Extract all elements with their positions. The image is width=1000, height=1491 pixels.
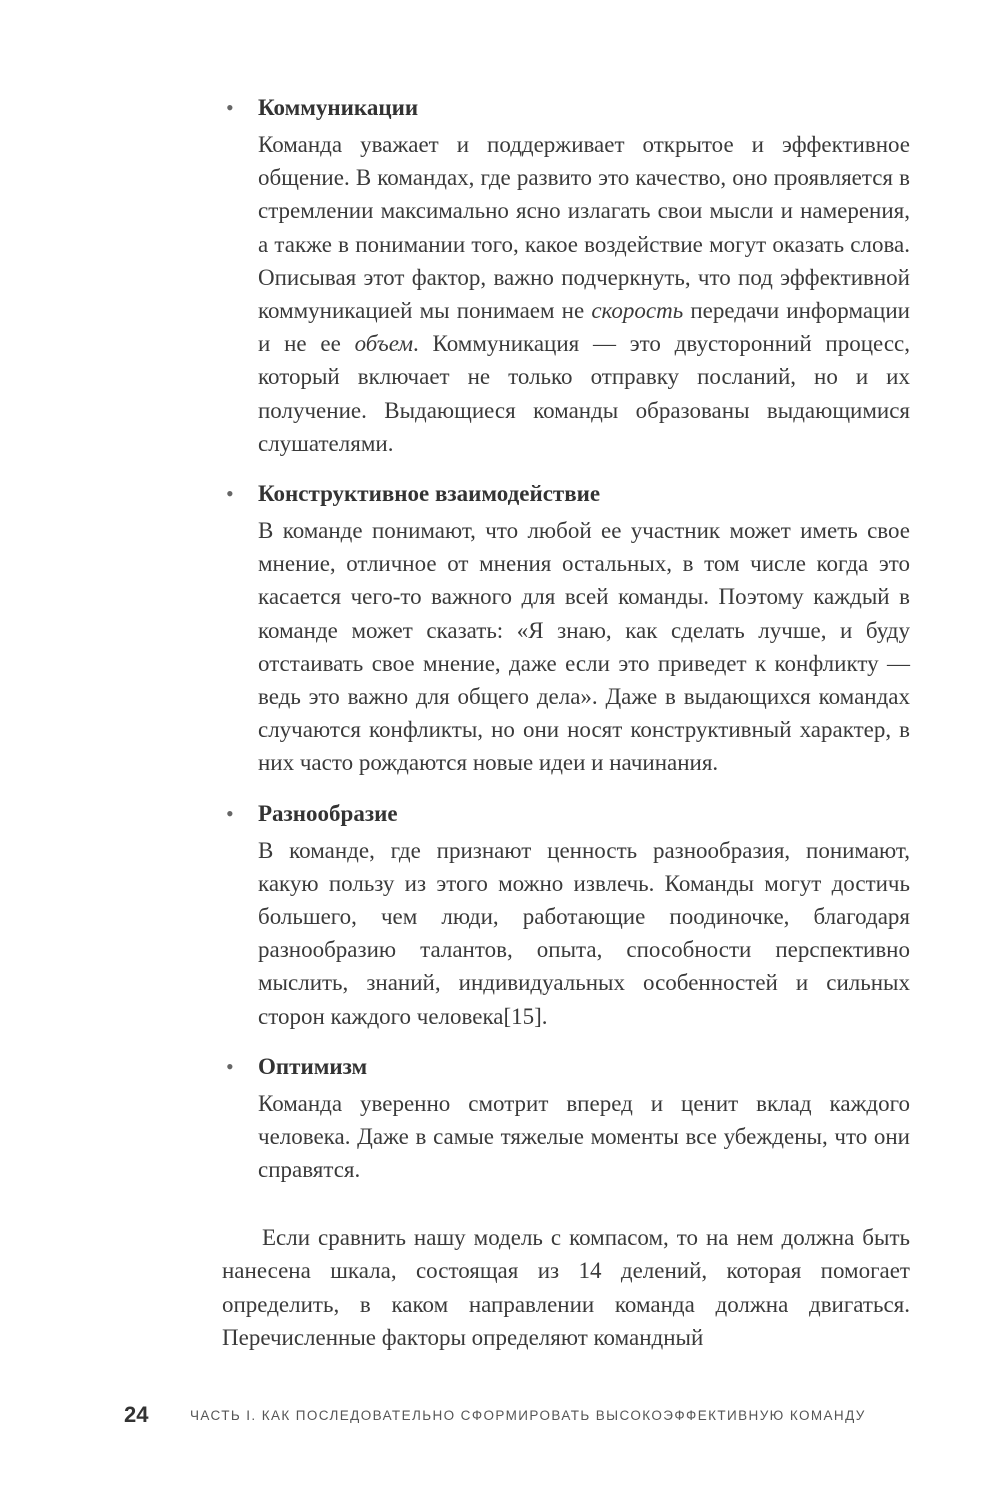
emphasis-text: скорость [591, 298, 684, 324]
item-text: Команда уверенно смотрит вперед и ценит вклад каждого человека. Даже в самые тяжелые моменты все убеждены, что они справятся. [258, 1090, 910, 1183]
body-paragraph: Если сравнить нашу модель с компасом, то на нем должна быть нанесена шкала, состоящая из 14 делений, которая помогает определить, в каком направлении команда должна двигаться. Перечисленные факторы определяют командный [222, 1225, 910, 1350]
item-title: Коммуникации [258, 95, 419, 120]
running-head: ЧАСТЬ I. КАК ПОСЛЕДОВАТЕЛЬНО СФОРМИРОВАТЬ ВЫСОКОЭФФЕКТИВНУЮ КОМАНДУ [190, 1407, 866, 1423]
bullet-icon: • [226, 95, 234, 120]
item-title: Разнообразие [258, 800, 398, 826]
item-text: В команде, где признают ценность разнообразия, понимают, какую пользу из этого можно извлечь. Команды могут достичь большего, чем люди, работающие поодиночке, благодаря разнообразию талантов, опыта, способности перспективно мыслить, знаний, индивидуальных особенностей и сильных сторон каждого человека[15]. [258, 837, 910, 1029]
bullet-icon: • [226, 800, 234, 826]
item-text: Команда уважает и поддерживает открытое и эффективное общение. В командах, где развито это качество, оно проявляется в стремлении максимально ясно излагать свои мысли и намерения, а также в понимании того, какое воздействие могут оказать слова. Описывая этот фактор, важно подчеркнуть, что под эффективной коммуникацией мы понимаем не скорость передачи информации и не ее объем. Коммуникация — это двусторонний процесс, который включает не только отправку посланий, но и их получение. Выдающиеся команды образованы выдающимися слушателями. [258, 132, 910, 456]
list-item-communication [222, 88, 910, 460]
list-item-optimism [222, 1047, 910, 1187]
item-text: В команде понимают, что любой ее участник может иметь свое мнение, отличное от мнения остальных, в том числе когда это касается чего-то важного для всей команды. Поэтому каждый в команде может сказать: «Я знаю, как сделать лучше, и буду отстаивать свое мнение, даже если это приведет к конфликту — ведь это важно для общего дела». Даже в выдающихся командах случаются конфликты, но они носят конструктивный характер, в них часто рождаются новые идеи и начинания. [258, 518, 910, 776]
factor-list [222, 88, 910, 1200]
page-number: 24 [124, 1402, 149, 1427]
bullet-icon: • [226, 1053, 234, 1079]
bullet-icon: • [226, 481, 234, 507]
item-title: Конструктивное взаимодействие [258, 481, 601, 507]
list-item-constructive-interaction [222, 474, 910, 780]
emphasis-text: объем [354, 331, 414, 357]
item-title: Оптимизм [258, 1053, 368, 1079]
page-footer [124, 1400, 866, 1430]
list-item-diversity [222, 794, 910, 1033]
